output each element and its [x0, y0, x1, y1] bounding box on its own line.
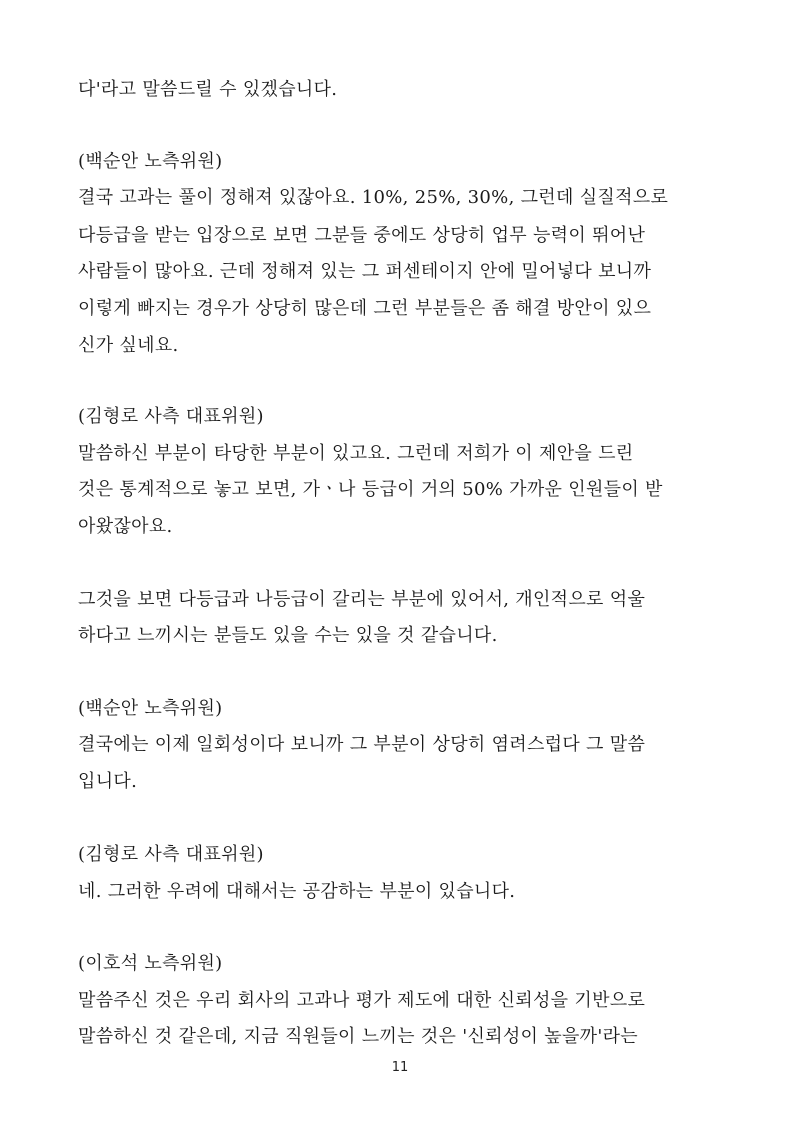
text-line: 이렇게 빠지는 경우가 상당히 많은데 그런 부분들은 좀 해결 방안이 있으 — [78, 298, 652, 319]
text-line: 말씀하신 것 같은데, 지금 직원들이 느끼는 것은 '신뢰성이 높을까'라는 — [78, 1026, 638, 1047]
page-number: 11 — [391, 1060, 409, 1075]
speaker-label: (이호석 노측위원) — [78, 953, 223, 974]
speaker-label: (백순안 노측위원) — [78, 151, 223, 172]
speaker-label: (백순안 노측위원) — [78, 698, 223, 719]
text-line: 결국 고과는 풀이 정해져 있잖아요. 10%, 25%, 30%, 그런데 실질적으로 — [78, 187, 669, 208]
speaker-label: (김형로 사측 대표위원) — [78, 844, 264, 865]
text-line: 사람들이 많아요. 근데 정해져 있는 그 퍼센테이지 안에 밀어넣다 보니까 — [78, 261, 652, 282]
text-line: 다'라고 말씀드릴 수 있겠습니다. — [78, 79, 338, 100]
text-line: 그것을 보면 다등급과 나등급이 갈리는 부분에 있어서, 개인적으로 억울 — [78, 589, 646, 610]
text-line: 입니다. — [78, 771, 138, 792]
text-line: 결국에는 이제 일회성이다 보니까 그 부분이 상당히 염려스럽다 그 말씀 — [78, 734, 646, 755]
text-line: 말씀하신 부분이 타당한 부분이 있고요. 그런데 저희가 이 제안을 드린 — [78, 443, 634, 464]
text-line: 것은 통계적으로 놓고 보면, 가ㆍ나 등급이 거의 50% 가까운 인원들이 받 — [78, 479, 663, 500]
text-line: 다등급을 받는 입장으로 보면 그분들 중에도 상당히 업무 능력이 뛰어난 — [78, 225, 646, 246]
speaker-label: (김형로 사측 대표위원) — [78, 406, 264, 427]
text-line: 아왔잖아요. — [78, 516, 173, 537]
text-line: 하다고 느끼시는 분들도 있을 수는 있을 것 같습니다. — [78, 625, 498, 646]
text-line: 말씀주신 것은 우리 회사의 고과나 평가 제도에 대한 신뢰성을 기반으로 — [78, 990, 646, 1011]
text-line: 신가 싶네요. — [78, 335, 179, 356]
text-line: 네. 그러한 우려에 대해서는 공감하는 부분이 있습니다. — [78, 881, 516, 902]
